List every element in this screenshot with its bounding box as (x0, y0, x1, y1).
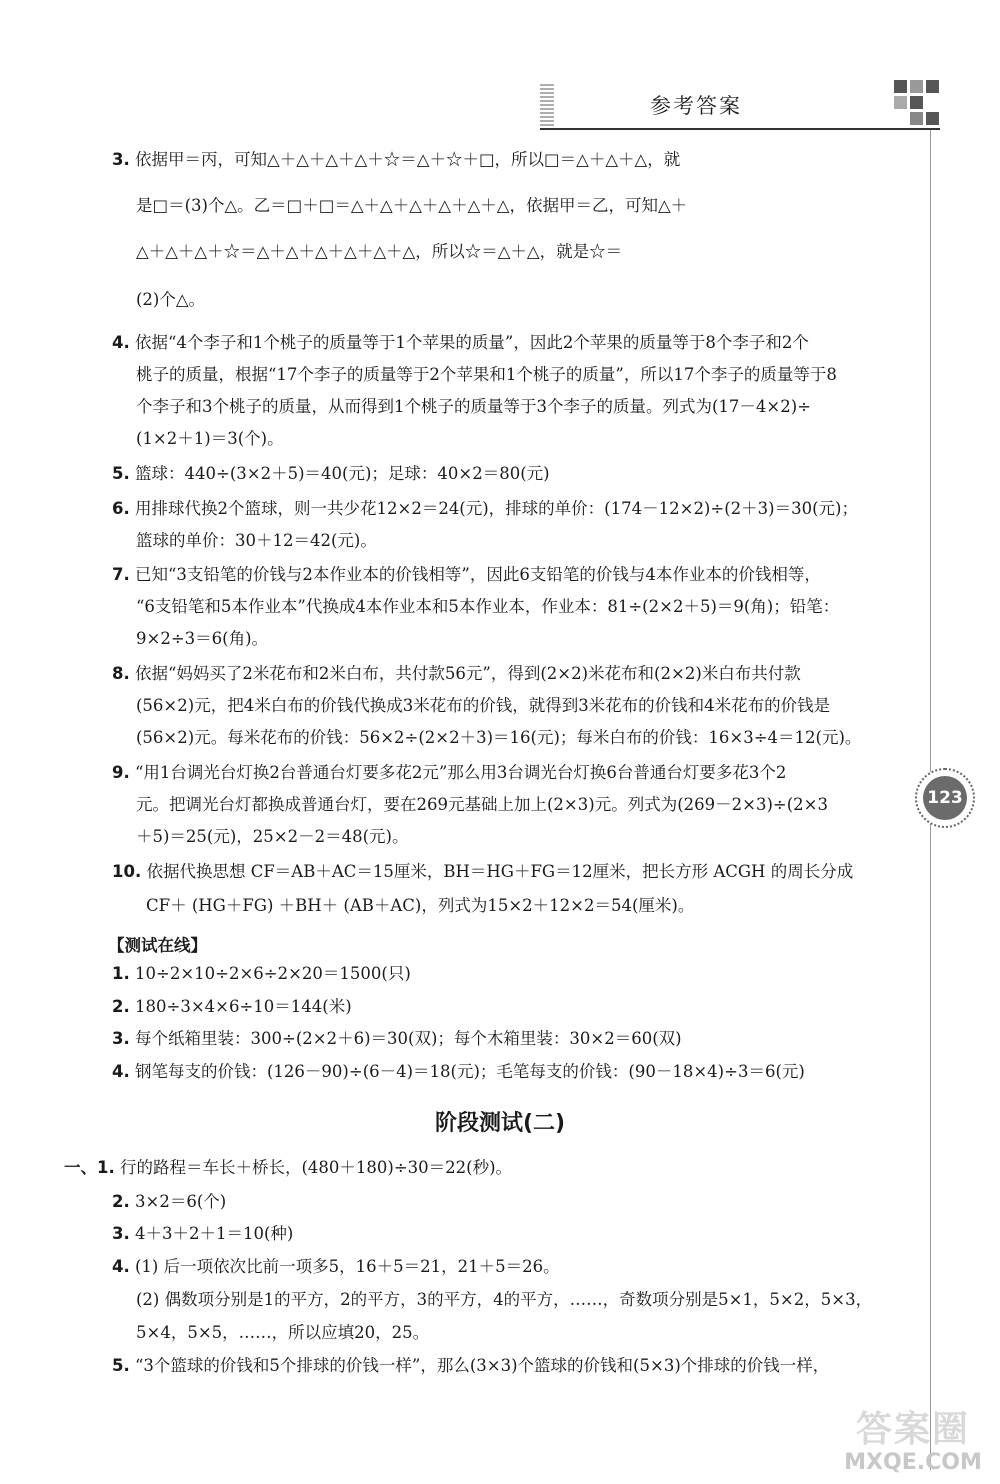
test-line: 3. 每个纸箱里装：300÷(2×2＋6)＝30(双)；每个木箱里装：30×2＝60(双) (112, 1029, 682, 1048)
answer-line: “6支铅笔和5本作业本”代换成4本作业本和5本作业本，作业本：81÷(2×2＋5)＝9(角)；铅笔： (136, 597, 840, 616)
test-line: 4. 钢笔每支的价钱：(126－90)÷(6－4)＝18(元)；毛笔每支的价钱：(90－18×4)÷3＝6(元) (112, 1062, 805, 1081)
stage-line: 5. “3个篮球的价钱和5个排球的价钱一样”，那么(3×3)个篮球的价钱和(5×3)个排球的价钱一样， (112, 1356, 830, 1375)
answer-line: 7. 已知“3支铅笔的价钱与2本作业本的价钱相等”，因此6支铅笔的价钱与4本作业本的价钱相等， (112, 565, 821, 584)
answer-line: 10. 依据代换思想 CF＝AB＋AC＝15厘米，BH＝HG＋FG＝12厘米，把长方形 ACGH 的周长分成 (112, 862, 854, 881)
watermark (838, 1410, 988, 1480)
answer-line: 桃子的质量，根据“17个李子的质量等于2个苹果和1个桃子的质量”，所以17个李子的质量等于8 (136, 365, 837, 384)
answer-line: 8. 依据“妈妈买了2米花布和2米白布，共付款56元”，得到(2×2)米花布和(2×2)米白布共付款 (112, 664, 801, 683)
watermark-url: MXQE.COM (844, 1450, 982, 1475)
answer-line: △＋△＋△＋☆＝△＋△＋△＋△＋△＋△，所以☆＝△＋△，就是☆＝ (136, 242, 623, 261)
stage-line: (2) 偶数项分别是1的平方，2的平方，3的平方，4的平方，……，奇数项分别是5×1，5×2，5×3， (136, 1290, 873, 1309)
answer-line: 个李子和3个桃子的质量，从而得到1个桃子的质量等于3个李子的质量。列式为(17－4×2)÷ (136, 397, 812, 416)
answer-line: 元。把调光台灯都换成普通台灯，要在269元基础上加上(2×3)元。列式为(269－2×3)÷(2×3 (136, 795, 828, 814)
answer-line: ＋5)＝25(元)，25×2－2＝48(元)。 (136, 827, 409, 846)
stage-line: 2. 3×2＝6(个) (112, 1192, 227, 1211)
answer-line: 是□＝(3)个△。乙＝□＋□＝△＋△＋△＋△＋△＋△，依据甲＝乙，可知△＋ (136, 196, 688, 215)
answer-line: (1×2＋1)＝3(个)。 (136, 429, 284, 448)
answer-line: 6. 用排球代换2个篮球，则一共少花12×2＝24(元)，排球的单价：(174－12×2)÷(2＋3)＝30(元)； (112, 499, 858, 518)
answer-line: (56×2)元，把4米白布的价钱代换成3米花布的价钱，就得到3米花布的价钱和4米花布的价钱是 (136, 696, 831, 715)
test-line: 2. 180÷3×4×6÷10＝144(米) (112, 997, 352, 1016)
answer-line: (56×2)元。每米花布的价钱：56×2÷(2×2＋3)＝16(元)；每米白布的价钱：16×3÷4＝12(元)。 (136, 728, 862, 747)
test-online-title: 【测试在线】 (108, 936, 207, 955)
header-title: 参考答案 (650, 94, 742, 118)
stage-line: 3. 4＋3＋2＋1＝10(种) (112, 1224, 294, 1243)
test-line: 1. 10÷2×10÷2×6÷2×20＝1500(只) (112, 964, 411, 983)
section-title: 阶段测试(二) (434, 1111, 566, 1136)
answer-line: (2)个△。 (136, 290, 206, 309)
answer-line: 4. 依据“4个李子和1个桃子的质量等于1个苹果的质量”，因此2个苹果的质量等于8个李子和2个 (112, 333, 809, 352)
answer-line: 3. 依据甲＝丙，可知△＋△＋△＋△＋☆＝△＋☆＋□，所以□＝△＋△＋△，就 (112, 150, 681, 169)
answer-line: CF＋ (HG＋FG) ＋BH＋ (AB＋AC)，列式为15×2＋12×2＝54(厘米)。 (146, 896, 695, 915)
page-number: 123 (923, 776, 967, 820)
stage-line: 一、1. 行的路程＝车长＋桥长，(480＋180)÷30＝22(秒)。 (64, 1158, 513, 1177)
answer-line: 9×2÷3＝6(角)。 (136, 629, 269, 648)
answer-line: 篮球的单价：30＋12＝42(元)。 (136, 531, 377, 550)
answer-line: 5. 篮球：440÷(3×2＋5)＝40(元)；足球：40×2＝80(元) (112, 464, 550, 483)
answer-line: 9. “用1台调光台灯换2台普通台灯要多花2元”那么用3台调光台灯换6台普通台灯要多花3个2 (112, 763, 787, 782)
stage-line: 5×4，5×5，……，所以应填20，25。 (136, 1323, 430, 1342)
watermark-logo: 答案圈 (855, 1409, 970, 1450)
stage-line: 4. (1) 后一项依次比前一项多5，16＋5＝21，21＋5＝26。 (112, 1257, 560, 1276)
